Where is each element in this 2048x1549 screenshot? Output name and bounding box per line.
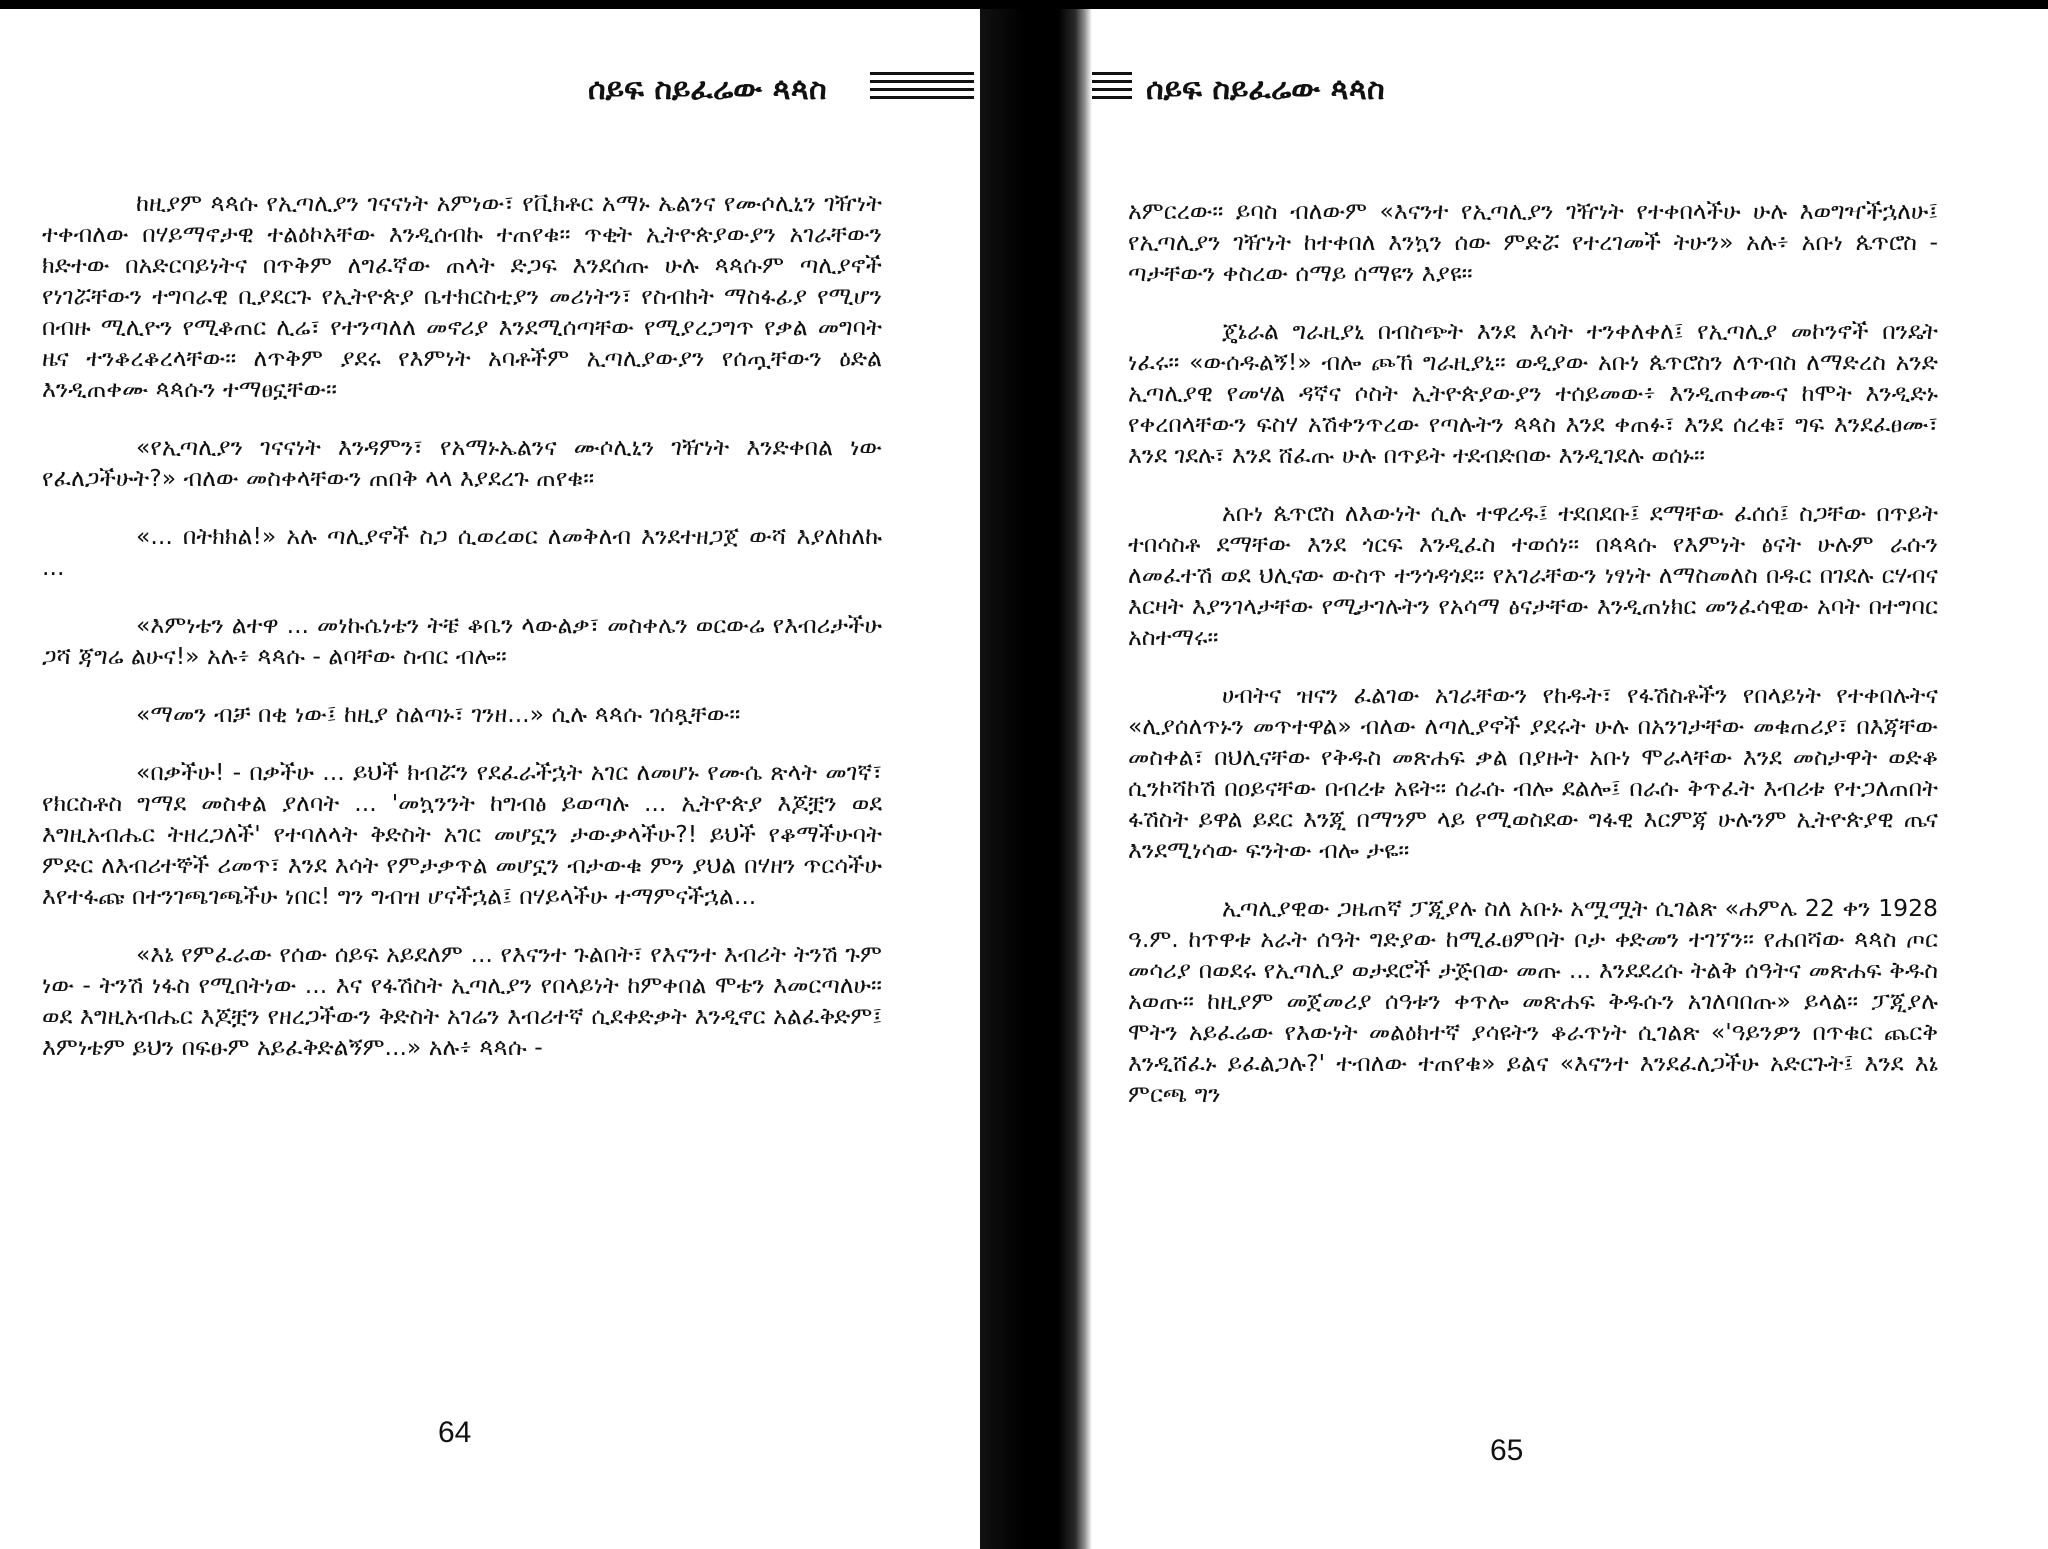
paragraph: «... በትክክል!» አሉ ጣሊያኖች ስጋ ሲወረወር ለመቅለብ እንደተዘጋጀ ውሻ እያለከለኩ ...: [42, 522, 882, 581]
page-number-left: 64: [438, 1416, 472, 1449]
paragraph: ጄኔራል ግራዚያኒ በብስጭት እንደ እሳት ተንቀለቀለ፤ የኢጣሊያ መኮንኖች በንዴት ነፈሩ። «ውሰዱልኝ!» ብሎ ጮኸ ግራዚያኒ። ወዲያው አቡነ ጴጥሮስን ለጥብስ ለማድረስ አንድ ኢጣሊያዊ የመሃል ዳኛና ሶስት ኢትዮጵያውያን ተሰይመው፥ እንዲጠቀሙና ከሞት እንዲድኑ የቀረበላቸውን ፍስሃ አሽቀንጥረው የጣሉትን ጳጳስ እንደ ቀጠፉ፣ እንደ ሰረቁ፣ ግፍ እንደፈፀሙ፣ እንደ ገደሉ፣ እንደ ሸፈጡ ሁሉ በጥይት ተደብድበው እንዲገደሉ ወሰኑ።: [1128, 317, 1938, 469]
paragraph: «እምነቴን ልተዋ ... መነኩሴነቴን ትቼ ቆቤን ላውልቃ፣ መስቀሌን ወርውሬ የእብሪታችሁ ጋሻ ጃግሬ ልሁና!» አሉ፥ ጳጳሱ - ልባቸው ስብር ብሎ።: [42, 611, 882, 670]
paragraph: «እኔ የምፈራው የሰው ሰይፍ አይደለም ... የእናንተ ጉልበት፣ የእናንተ እብሪት ትንሽ ጉም ነው - ትንሽ ነፋስ የሚበትነው ... እና የፋሽስት ኢጣሊያን የበላይነት ከምቀበል ሞቴን እመርጣለሁ። ወደ እግዚአብሔር እጆቿን የዘረጋችውን ቅድስት አገሬን እብሪተኛ ሲደቀድቃት እንዲኖር አልፈቅድም፤ እምነቴም ይህን በፍፁም አይፈቅድልኝም...» አሉ፥ ጳጳሱ -: [42, 940, 882, 1061]
paragraph: አቡነ ጴጥሮስ ለእውነት ሲሉ ተዋረዱ፤ ተደበደቡ፤ ደማቸው ፈሰሰ፤ ስጋቸው በጥይት ተበሳስቶ ደማቸው እንደ ጎርፍ እንዲፈስ ተወሰነ። በጳጳሱ የእምነት ፅናት ሁሉም ራሱን ለመፈተሽ ወደ ህሊናው ውስጥ ተንጎዳጎደ። የአገራቸውን ነፃነት ለማስመለስ በዱር በገደሉ ርሃብና እርዛት እያንገላታቸው የሚታገሉትን የአሳማ ፅናታቸው እንዲጠነክር መንፈሳዊው አባት በተግባር አስተማሩ።: [1128, 499, 1938, 651]
page-number-right: 65: [1490, 1434, 1524, 1467]
paragraph: ከዚያም ጳጳሱ የኢጣሊያን ገናናነት አምነው፣ የቪክቶር አማኑ ኤልንና የሙሶሊኒን ገዥነት ተቀብለው በሃይማኖታዊ ተልዕኮአቸው እንዲሰብኩ ተጠየቁ። ጥቂት ኢትዮጵያውያን አገራቸውን ክድተው በአድርባይነትና በጥቅም ለግፈኛው ጠላት ድጋፍ እንደሰጡ ሁሉ ጳጳሱም ጣሊያኖች የነገሯቸውን ተግባራዊ ቢያደርጉ የኢትዮጵያ ቤተክርስቲያን መሪነትን፣ የስብከት ማስፋፊያ የሚሆን በብዙ ሚሊዮን የሚቆጠር ሊሬ፣ የተንጣለለ መኖሪያ እንደሚሰጣቸው የሚያረጋግጥ የቃል መግባት ዜና ተንቆረቆረላቸው። ለጥቅም ያደሩ የእምነት አባቶችም ኢጣሊያውያን የሰጧቸውን ዕድል እንዲጠቀሙ ጳጳሱን ተማፀኗቸው።: [42, 189, 882, 403]
paragraph: አምርረው። ይባስ ብለውም «እናንተ የኢጣሊያን ገዥነት የተቀበላችሁ ሁሉ እወግዣችኋለሁ፤ የኢጣሊያን ገዥነት ከተቀበለ እንኳን ሰው ምድሯ የተረገመች ትሁን» አሉ፥ አቡነ ጴጥሮስ - ጣታቸውን ቀስረው ሰማይ ሰማዩን እያዩ።: [1128, 197, 1938, 287]
header-rules-left: [870, 72, 974, 102]
paragraph: ኢጣሊያዊው ጋዜጠኛ ፓጂያሉ ስለ አቡኑ አሟሟት ሲገልጽ «ሐምሌ 22 ቀን 1928 ዓ.ም. ከጥዋቱ አራት ሰዓት ግድያው ከሚፈፀምበት ቦታ ቀድመን ተገኘን። የሐበሻው ጳጳስ ጦር መሳሪያ በወደሩ የኢጣሊያ ወታደሮች ታጅበው መጡ ... እንደደረሱ ትልቅ ሰዓትና መጽሐፍ ቅዱስ አወጡ። ከዚያም መጀመሪያ ሰዓቱን ቀጥሎ መጽሐፍ ቅዱሱን አገለባበጡ» ይላል። ፓጂያሉ ሞትን አይፈሬው የእውነት መልዕክተኛ ያሳዩትን ቆራጥነት ሲገልጽ «'ዓይንዎን በጥቁር ጨርቅ እንዲሸፈኑ ይፈልጋሉ?' ተብለው ተጠየቁ» ይልና «እናንተ እንደፈለጋችሁ አድርጉት፤ እንደ እኔ ምርጫ ግን: [1128, 894, 1938, 1108]
paragraph: «ማመን ብቻ በቂ ነው፤ ከዚያ ስልጣኑ፣ ገንዘ...» ሲሉ ጳጳሱ ገሰጿቸው።: [136, 700, 741, 728]
paragraph: «የኢጣሊያን ገናናነት እንዳምን፣ የአማኑኤልንና ሙሶሊኒን ገዥነት እንድቀበል ነው የፈለጋችሁት?» ብለው መስቀላቸውን ጠበቅ ላላ እያደረጉ ጠየቁ።: [42, 433, 882, 492]
book-gutter-shadow: [980, 9, 1092, 1549]
paragraph: «በቃችሁ! - በቃችሁ ... ይህች ክብሯን የደፈራችኋት አገር ለመሆኑ የሙሴ ጽላት መገኛ፣ የክርስቶስ ግማደ መስቀል ያለባት ... 'መኳንንት ከግብፅ ይወጣሉ ... ኢትዮጵያ እጆቿን ወደ እግዚአብሔር ትዘረጋለች' የተባለላት ቅድስት አገር መሆኗን ታውቃላችሁ?! ይህች የቆማችሁባት ምድር ለእብሪተኞች ሪመጥ፣ እንደ እሳት የምታቃጥል መሆኗን ብታውቁ ምን ያህል በሃዘን ጥርሳችሁ እየተፋጩ በተንገጫገጫችሁ ነበር! ግን ግብዝ ሆናችኋል፤ በሃይላችሁ ተማምናችኋል...: [42, 758, 882, 910]
header-rules-right: [1092, 72, 1132, 102]
running-head-left: ሰይፍ ስይፈሬው ጳጳስ: [588, 72, 827, 107]
right-page: [1092, 0, 2048, 1549]
right-page-body: [1128, 196, 1938, 1137]
running-head-right: ሰይፍ ስይፈሬው ጳጳስ: [1146, 72, 1385, 107]
left-page: [0, 0, 980, 1549]
paragraph: ሀብትና ዝናን ፈልገው አገራቸውን የከዱት፣ የፋሽስቶችን የበላይነት የተቀበሉትና «ሊያሰለጥኑን መጥተዋል» ብለው ለጣሊያኖች ያደሩት ሁሉ በአንገታቸው መቁጠሪያ፣ በእጃቸው መስቀል፣ በህሊናቸው የቅዱስ መጽሐፍ ቃል በያዙት አቡነ ሞራላቸው እንደ መስታዋት ወድቆ ሲንኮሻኮሽ በዐይናቸው በብረቱ አዩት። ሰራሱ ብሎ ደልሎ፤ በራሱ ቅጥፈት እብሪቱ የተጋለጠበት ፋሽስት ይዋል ይደር እንጂ በማንም ላይ የሚወስደው ግፋዊ እርምጃ ሁሉንም ኢትዮጵያዊ ጤና እንደሚነሳው ፍንትው ብሎ ታዬ።: [1128, 681, 1938, 864]
left-page-body: [42, 188, 882, 1090]
